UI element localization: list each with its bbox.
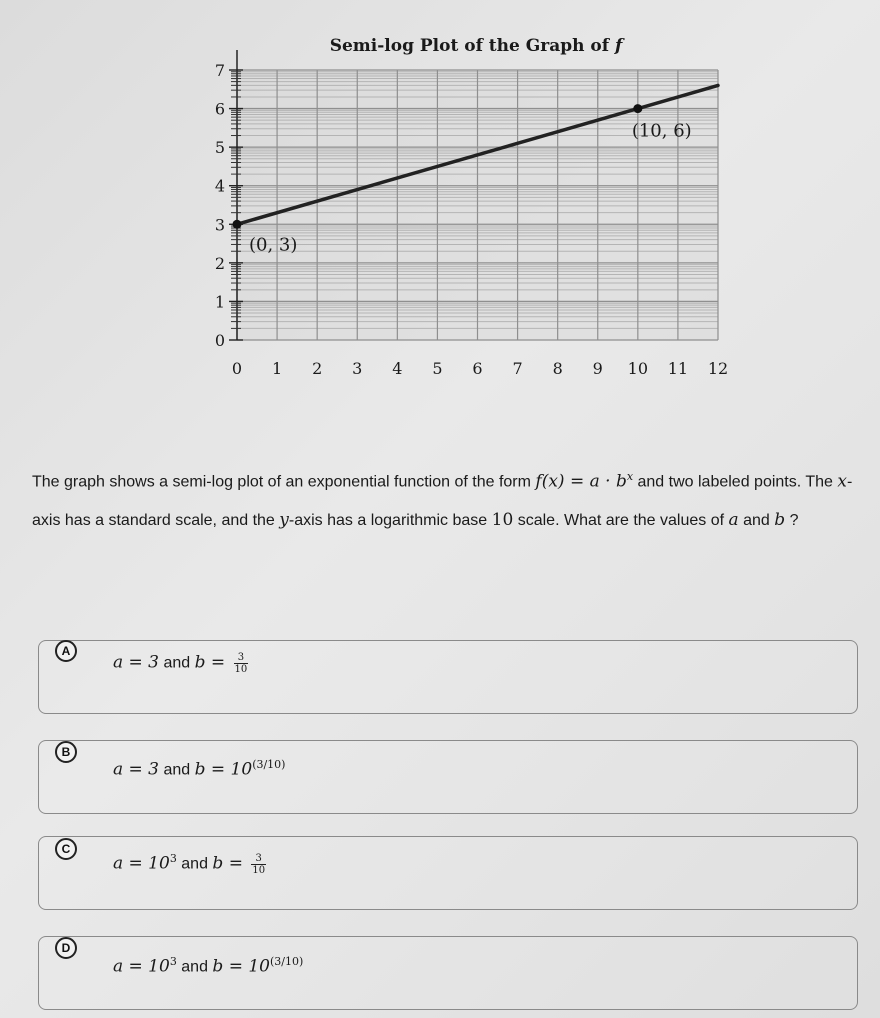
y-tick-label: 4	[214, 176, 225, 196]
x-tick-label: 4	[392, 359, 403, 378]
chart-title	[330, 36, 625, 56]
choice-c-letter[interactable]: C	[55, 838, 77, 860]
svg-text:Semi-log Plot of the Graph of: Semi-log Plot of the Graph of f	[329, 36, 623, 56]
choice-a-answer[interactable]: a = 3 and b = $\frac{3}{10}$	[113, 652, 248, 675]
x-tick-label: 10	[627, 359, 649, 378]
y-tick-label: 6	[214, 99, 225, 119]
data-point	[233, 220, 242, 229]
x-tick-label: 6	[472, 359, 483, 378]
x-tick-label: 8	[552, 359, 563, 378]
x-tick-label: 0	[231, 359, 243, 378]
choice-b-letter[interactable]: B	[55, 741, 77, 763]
x-tick-label: 3	[352, 359, 363, 378]
fraction: $\frac{3}{10}$	[234, 652, 248, 675]
x-tick-label: 2	[312, 359, 323, 378]
point-label: (10, 6)	[631, 120, 692, 142]
y-tick-label: 1	[214, 292, 225, 312]
x-tick-label: 12	[707, 359, 729, 378]
choice-a-letter[interactable]: A	[55, 640, 77, 662]
semi-log-chart	[0, 0, 880, 400]
data-point	[633, 104, 642, 113]
choice-c-answer[interactable]: $a = 10^3$ and b = $\frac{3}{10}$	[113, 852, 266, 876]
x-tick-label: 7	[512, 359, 523, 378]
point-label: (0, 3)	[249, 234, 298, 256]
choice-d-letter[interactable]: D	[55, 937, 77, 959]
y-tick-label: 2	[214, 253, 225, 273]
y-tick-label: 3	[214, 215, 225, 235]
x-tick-label: 11	[667, 359, 689, 378]
x-tick-label: 1	[271, 359, 283, 378]
choice-d-answer[interactable]: $a = 10^3$ and $b = 10^{(3/10)}$	[113, 955, 304, 977]
x-tick-label: 9	[592, 359, 603, 378]
fraction: $\frac{3}{10}$	[252, 852, 266, 876]
question-text: The graph shows a semi-log plot of an exponential function of the form $f(x) = a \cdot b^x$ and two labeled points. The x-axis has a standard scale, and the y-axis has a logarithmic base 10 scale. What are the values of a and b ?	[32, 470, 853, 531]
choice-b-answer[interactable]: a = 3 and $b = 10^{(3/10)}$	[113, 758, 286, 780]
formula: f(x) = a · b	[535, 471, 627, 492]
x-axis-ticks	[232, 359, 728, 378]
x-tick-label: 5	[432, 359, 443, 378]
y-tick-label: 5	[214, 138, 225, 158]
y-tick-label: 0	[214, 331, 225, 350]
y-tick-label: 7	[214, 61, 225, 80]
